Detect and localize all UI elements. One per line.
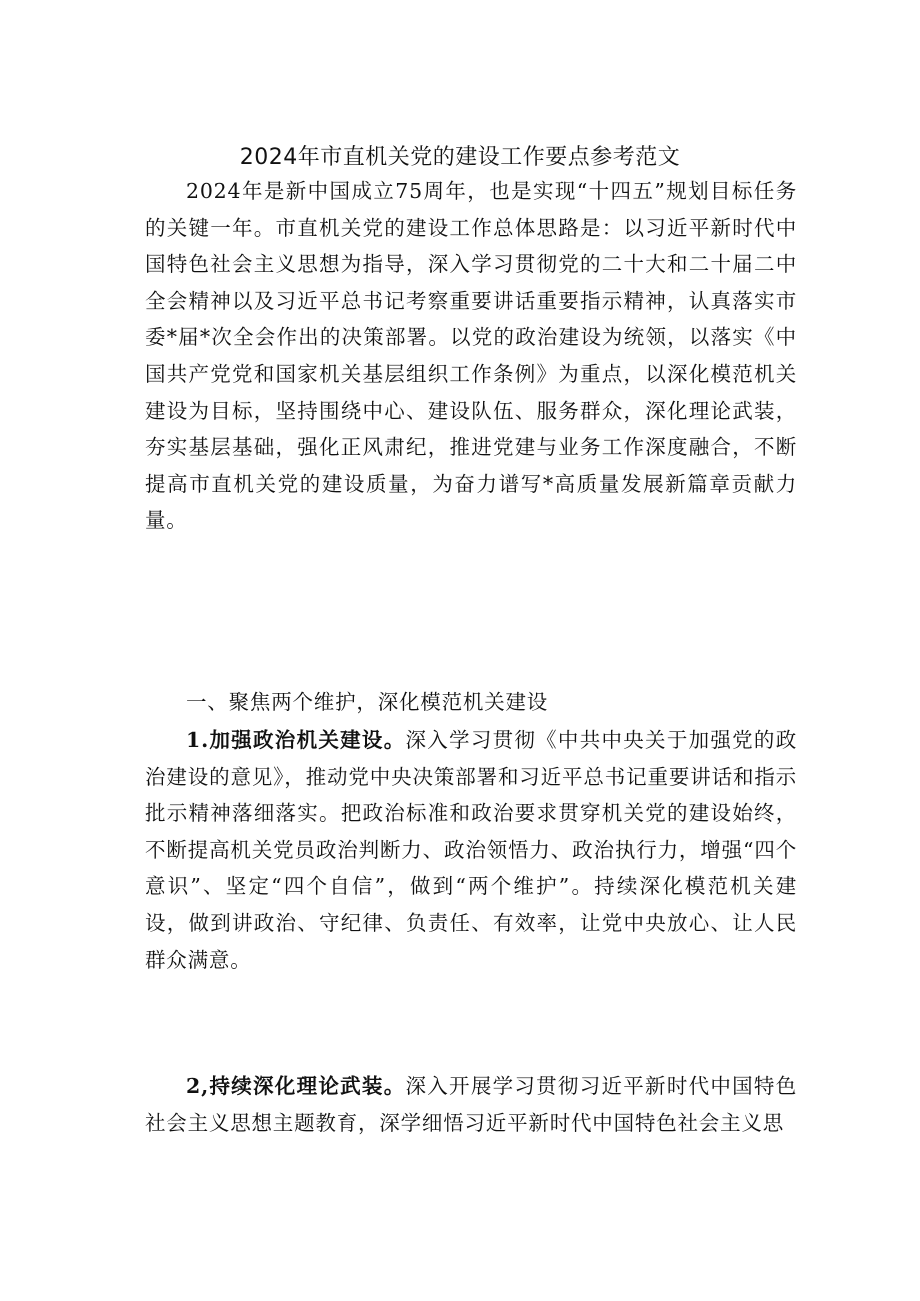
intro-paragraph: 2024年是新中国成立75周年，也是实现“十四五”规划目标任务的关键一年。市直机关党的建设工作总体思路是：以习近平新时代中国特色社会主义思想为指导，深入学习贯彻党的二十大和二十届二中全会精神以及习近平总书记考察重要讲话重要指示精神，认真落实市委*届*次全会作出的决策部署。以党的政治建设为统领，以落实《中国共产党党和国家机关基层组织工作条例》为重点，以深化模范机关建设为目标，坚持围绕中心、建设队伍、服务群众，深化理论武装，夯实基层基础，强化正风肃纪，推进党建与业务工作深度融合，不断提高市直机关党的建设质量，为奋力谱写*高质量发展新篇章贡献力量。 xyxy=(145,179,797,533)
item-1-lead: 1.加强政治机关建设。 xyxy=(186,728,406,752)
item-1-paragraph xyxy=(145,722,797,978)
item-2-paragraph xyxy=(145,1068,797,1141)
section-heading-1: 一、聚焦两个维护，深化模范机关建设 xyxy=(186,690,549,714)
item-1-text: 深入学习贯彻《中共中央关于加强党的政治建设的意见》，推动党中央决策部署和习近平总书记重要讲话和指示批示精神落细落实。把政治标准和政治要求贯穿机关党的建设始终，不断提高机关党员政治判断力、政治领悟力、政治执行力，增强“四个意识”、坚定“四个自信”，做到“两个维护”。持续深化模范机关建设，做到讲政治、守纪律、负责任、有效率，让党中央放心、让人民群众满意。 xyxy=(145,728,797,972)
document-title: 2024年市直机关党的建设工作要点参考范文 xyxy=(239,145,681,170)
item-2-text: 深入开展学习贯彻习近平新时代中国特色社会主义思想主题教育，深学细悟习近平新时代中国特色社会主义思 xyxy=(145,1074,797,1135)
item-2-lead: 2,持续深化理论武装。 xyxy=(186,1074,406,1098)
